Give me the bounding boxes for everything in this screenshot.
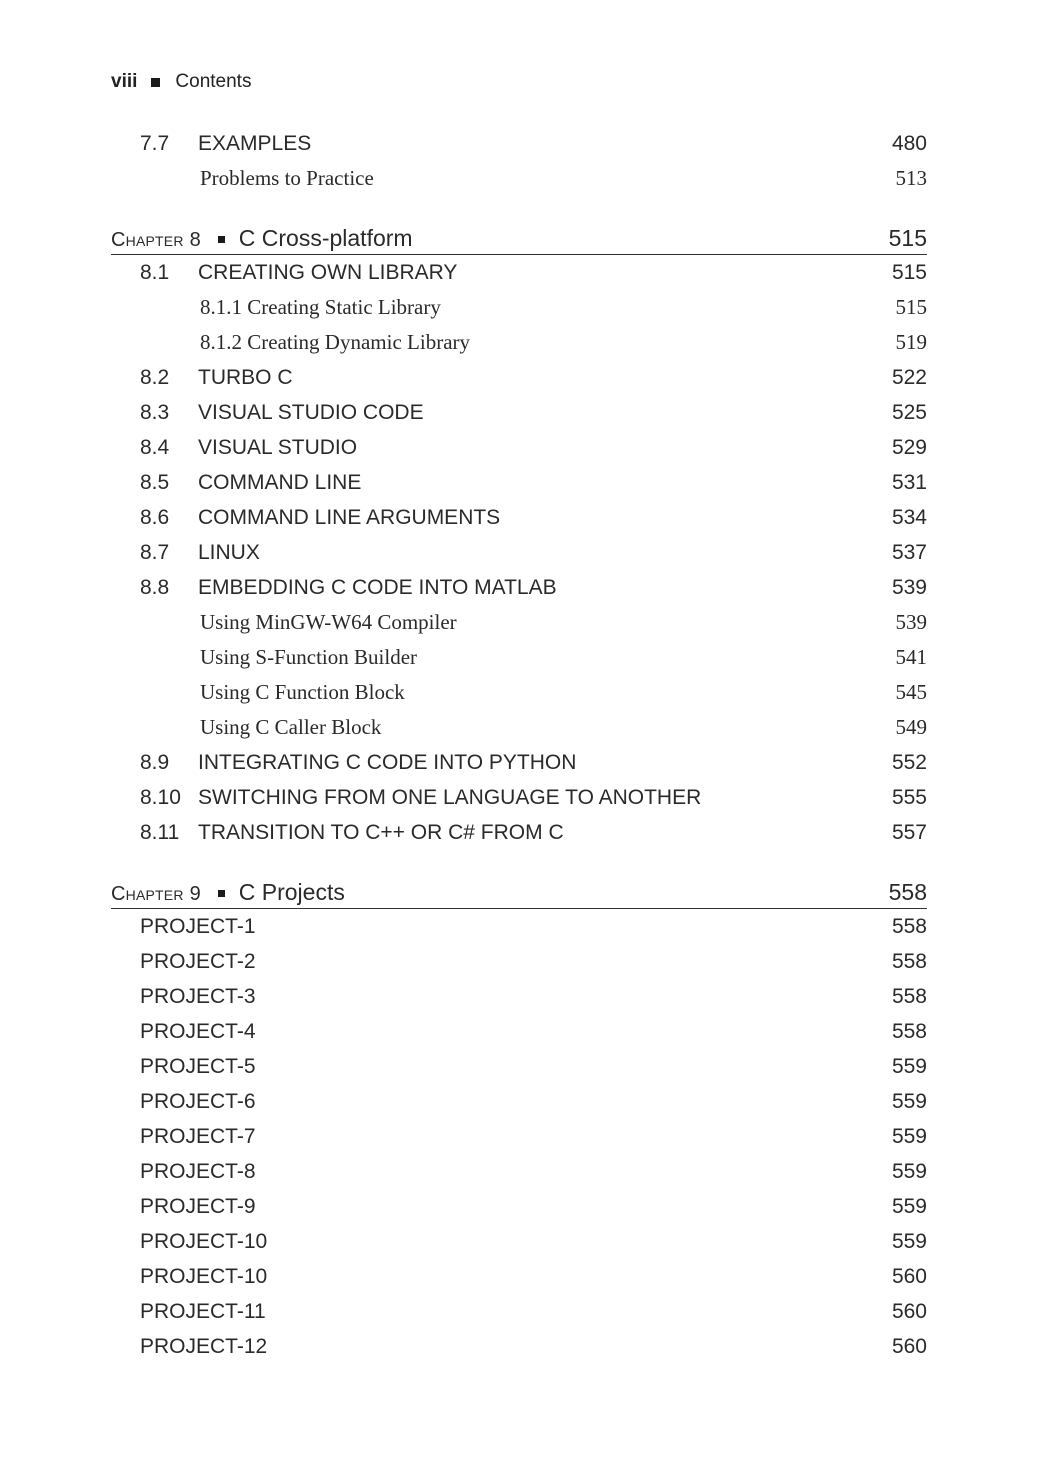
entry-title: PROJECT-11 [140, 1300, 266, 1323]
entry-title: PROJECT-4 [140, 1020, 256, 1043]
entry-title: PROJECT-12 [140, 1335, 268, 1358]
entry-title: PROJECT-2 [140, 950, 256, 973]
toc-project-entry[interactable] [111, 1014, 927, 1049]
entry-title: EMBEDDING C CODE INTO MATLAB [198, 576, 557, 599]
entry-number: 8.2 [140, 366, 170, 389]
entry-page: 559 [891, 1055, 927, 1078]
toc-project-entry[interactable] [111, 944, 927, 979]
entry-title: 8.1.2 Creating Dynamic Library [200, 330, 471, 354]
entry-page: 537 [891, 541, 927, 564]
chapter-word: Chapter [111, 229, 184, 251]
entry-title: LINUX [198, 541, 260, 564]
entry-page: 555 [891, 786, 927, 809]
entry-title: Using S-Function Builder [200, 645, 418, 669]
entry-title: 8.1.1 Creating Static Library [200, 295, 441, 319]
toc-project-entry[interactable] [111, 1119, 927, 1154]
entry-title: VISUAL STUDIO CODE [198, 401, 424, 424]
entry-number: 8.6 [140, 506, 170, 529]
toc-section-entry[interactable] [111, 780, 927, 815]
running-title: Contents [175, 71, 252, 92]
chapter-title: C Cross-platform [238, 225, 413, 251]
chapter-title: C Projects [238, 879, 345, 905]
toc-section-entry[interactable] [111, 430, 927, 465]
entry-page: 529 [891, 436, 927, 459]
entry-title: CREATING OWN LIBRARY [198, 261, 458, 284]
entry-title: EXAMPLES [198, 132, 312, 155]
entry-title: PROJECT-10 [140, 1230, 268, 1253]
entry-page: 558 [891, 950, 927, 973]
running-head [111, 70, 251, 94]
toc-project-entry[interactable] [111, 1329, 927, 1364]
entry-page: 558 [891, 915, 927, 938]
entry-page: 558 [891, 1020, 927, 1043]
entry-page: 525 [891, 401, 927, 424]
entry-page: 549 [895, 715, 927, 739]
chapter-heading[interactable] [111, 872, 927, 909]
entry-number: 8.7 [140, 541, 170, 564]
entry-page: 559 [891, 1160, 927, 1183]
entry-page: 559 [891, 1195, 927, 1218]
chapter-number: 8 [189, 229, 201, 251]
entry-page: 560 [891, 1300, 927, 1323]
entry-page: 558 [891, 985, 927, 1008]
entry-title: Using C Caller Block [200, 715, 382, 739]
entry-number: 8.1 [140, 261, 170, 284]
entry-number: 8.5 [140, 471, 170, 494]
entry-number: 8.11 [140, 821, 180, 844]
toc-subsection-entry[interactable] [111, 605, 927, 640]
entry-number: 7.7 [140, 132, 170, 155]
entry-title: PROJECT-8 [140, 1160, 256, 1183]
entry-title: COMMAND LINE ARGUMENTS [198, 506, 501, 529]
toc-project-entry[interactable] [111, 909, 927, 944]
entry-number: 8.3 [140, 401, 170, 424]
chapter-word: Chapter [111, 883, 184, 905]
chapter-label [111, 225, 413, 252]
chapter-number: 9 [189, 883, 201, 905]
entry-page: 560 [891, 1265, 927, 1288]
entry-number: 8.8 [140, 576, 170, 599]
entry-page: 539 [895, 610, 927, 634]
entry-title: TURBO C [198, 366, 293, 389]
entry-page: 559 [891, 1230, 927, 1253]
toc-section-entry[interactable] [111, 535, 927, 570]
entry-page: 513 [895, 166, 927, 190]
toc-subsection-entry[interactable] [111, 710, 927, 745]
toc-subsection-entry[interactable] [111, 290, 927, 325]
entry-page: 545 [895, 680, 927, 704]
toc-section-entry[interactable] [111, 570, 927, 605]
entry-page: 557 [891, 821, 927, 844]
table-of-contents [111, 126, 927, 1364]
entry-page: 559 [891, 1090, 927, 1113]
entry-page: 539 [891, 576, 927, 599]
toc-project-entry[interactable] [111, 1224, 927, 1259]
entry-page: 541 [895, 645, 927, 669]
entry-title: PROJECT-7 [140, 1125, 256, 1148]
square-bullet-icon [151, 78, 160, 87]
toc-section-entry[interactable] [111, 395, 927, 430]
toc-project-entry[interactable] [111, 1259, 927, 1294]
entry-number: 8.10 [140, 786, 181, 809]
entry-page: 552 [891, 751, 927, 774]
entry-title: SWITCHING FROM ONE LANGUAGE TO ANOTHER [198, 786, 702, 809]
toc-project-entry[interactable] [111, 979, 927, 1014]
entry-title: Problems to Practice [200, 166, 374, 190]
entry-title: VISUAL STUDIO [198, 436, 358, 459]
toc-project-entry[interactable] [111, 1084, 927, 1119]
entry-page: 519 [895, 330, 927, 354]
toc-section-entry[interactable] [111, 255, 927, 290]
entry-page: 515 [891, 261, 927, 284]
entry-title: PROJECT-3 [140, 985, 256, 1008]
square-bullet-icon [218, 890, 225, 897]
entry-title: PROJECT-9 [140, 1195, 256, 1218]
chapter-page: 558 [888, 879, 927, 905]
toc-project-entry[interactable] [111, 1049, 927, 1084]
toc-section-entry[interactable] [111, 465, 927, 500]
toc-section-entry[interactable] [111, 360, 927, 395]
entry-title: COMMAND LINE [198, 471, 362, 494]
toc-subsection-entry[interactable] [111, 640, 927, 675]
entry-page: 480 [891, 132, 927, 155]
entry-page: 559 [891, 1125, 927, 1148]
toc-project-entry[interactable] [111, 1189, 927, 1224]
entry-title: INTEGRATING C CODE INTO PYTHON [198, 751, 577, 774]
toc-section-entry[interactable] [111, 815, 927, 850]
page-number: viii [111, 71, 138, 92]
chapter-heading[interactable] [111, 218, 927, 255]
entry-title: PROJECT-1 [140, 915, 256, 938]
chapter-page: 515 [888, 225, 927, 251]
entry-title: TRANSITION TO C++ OR C# FROM C [198, 821, 564, 844]
chapter-label [111, 879, 345, 906]
entry-page: 534 [891, 506, 927, 529]
entry-number: 8.9 [140, 751, 170, 774]
toc-subsection-entry[interactable] [111, 675, 927, 710]
entry-page: 531 [891, 471, 927, 494]
entry-page: 560 [891, 1335, 927, 1358]
entry-title: PROJECT-10 [140, 1265, 268, 1288]
entry-title: Using C Function Block [200, 680, 405, 704]
toc-section-entry[interactable] [111, 500, 927, 535]
toc-section-entry[interactable] [111, 126, 927, 161]
toc-project-entry[interactable] [111, 1154, 927, 1189]
entry-page: 515 [895, 295, 927, 319]
entry-number: 8.4 [140, 436, 170, 459]
entry-title: PROJECT-5 [140, 1055, 256, 1078]
toc-section-entry[interactable] [111, 745, 927, 780]
toc-subsection-entry[interactable] [111, 161, 927, 196]
entry-page: 522 [891, 366, 927, 389]
toc-project-entry[interactable] [111, 1294, 927, 1329]
entry-title: Using MinGW-W64 Compiler [200, 610, 457, 634]
toc-subsection-entry[interactable] [111, 325, 927, 360]
entry-title: PROJECT-6 [140, 1090, 256, 1113]
square-bullet-icon [218, 236, 225, 243]
